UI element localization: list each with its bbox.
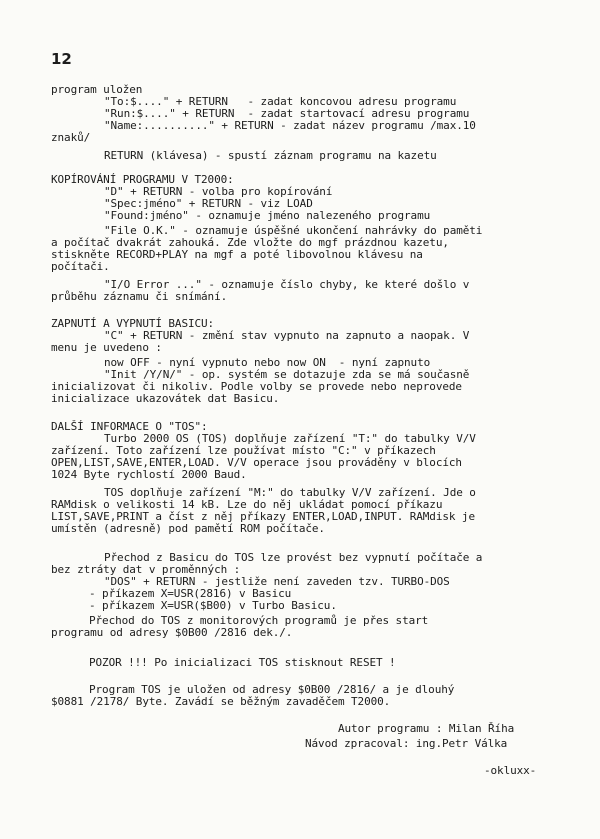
- text-line: 1024 Byte rychlostí 2000 Baud.: [51, 468, 247, 481]
- text-line: now OFF - nyní vypnuto nebo now ON - nyní zapnuto: [104, 356, 431, 369]
- text-line: "Spec:jméno" + RETURN - viz LOAD: [104, 197, 313, 210]
- text-line: "D" + RETURN - volba pro kopírování: [104, 185, 333, 198]
- text-line: "Found:jméno" - oznamuje jméno nalezeného programu: [104, 209, 431, 222]
- section-heading: KOPÍROVÁNÍ PROGRAMU V T2000:: [51, 173, 234, 186]
- text-line: inicializace ukazovátek dat Basicu.: [51, 392, 280, 405]
- text-line: "To:$...." + RETURN - zadat koncovou adresu programu: [104, 95, 457, 108]
- text-line: "C" + RETURN - změní stav vypnuto na zapnuto a naopak. V: [104, 329, 470, 342]
- text-line: "Init /Y/N/" - op. systém se dotazuje zda se má současně: [104, 368, 470, 381]
- author-line: Autor programu : Milan Říha: [338, 722, 515, 735]
- text-line: RAMdisk o velikosti 14 kB. Lze do něj ukládat pomocí příkazu: [51, 498, 443, 511]
- text-line: Přechod z Basicu do TOS lze provést bez vypnutí počítače a: [104, 551, 483, 564]
- section-heading: DALŠÍ INFORMACE O "TOS":: [51, 420, 208, 433]
- text-line: stiskněte RECORD+PLAY na mgf a poté libovolnou klávesu na: [51, 248, 423, 261]
- text-line: RETURN (klávesa) - spustí záznam programu na kazetu: [104, 149, 437, 162]
- text-line: TOS doplňuje zařízení "M:" do tabulky V/V zařízení. Jde o: [104, 486, 476, 499]
- text-line: OPEN,LIST,SAVE,ENTER,LOAD. V/V operace jsou prováděny v blocích: [51, 456, 462, 469]
- page-number: 12: [51, 50, 72, 68]
- text-line: "DOS" + RETURN - jestliže není zaveden tzv. TURBO-DOS: [104, 575, 450, 588]
- text-line: inicializovat či nikoliv. Podle volby se provede nebo neprovede: [51, 380, 462, 393]
- text-line: menu je uvedeno :: [51, 341, 162, 354]
- text-line: Turbo 2000 OS (TOS) doplňuje zařízení "T:" do tabulky V/V: [104, 432, 476, 445]
- text-line: program uložen: [51, 83, 143, 96]
- text-line: - příkazem X=USR(2816) v Basicu: [89, 587, 292, 600]
- text-line: "I/O Error ..." - oznamuje číslo chyby, ke které došlo v: [104, 278, 470, 291]
- text-line: počítači.: [51, 260, 110, 273]
- text-line: Program TOS je uložen od adresy $0B00 /2816/ a je dlouhý: [89, 683, 455, 696]
- text-line: "Name:.........." + RETURN - zadat název programu /max.10: [104, 119, 476, 132]
- text-line: "Run:$...." + RETURN - zadat startovací adresu programu: [104, 107, 470, 120]
- text-line: $0881 /2178/ Byte. Zavádí se běžným zavaděčem T2000.: [51, 695, 391, 708]
- text-line: - příkazem X=USR($B00) v Turbo Basicu.: [89, 599, 337, 612]
- signature-text: -okluxx-: [484, 764, 537, 777]
- text-line: bez ztráty dat v proměnných :: [51, 563, 241, 576]
- text-line: a počítač dvakrát zahouká. Zde vložte do mgf prázdnou kazetu,: [51, 236, 449, 249]
- text-line: znaků/: [51, 131, 91, 144]
- text-line: programu od adresy $0B00 /2816 dek./.: [51, 626, 293, 639]
- warning-line: POZOR !!! Po inicializaci TOS stisknout RESET !: [89, 656, 396, 669]
- text-line: "File O.K." - oznamuje úspěšné ukončení nahrávky do paměti: [104, 224, 483, 237]
- text-line: průběhu záznamu či snímání.: [51, 290, 228, 303]
- text-line: umístěn (adresně) pod pamětí ROM počítače.: [51, 522, 325, 535]
- text-line: LIST,SAVE,PRINT a číst z něj příkazy ENTER,LOAD,INPUT. RAMdisk je: [51, 510, 475, 523]
- credit-line: Návod zpracoval: ing.Petr Válka: [305, 737, 508, 750]
- text-line: Přechod do TOS z monitorových programů je přes start: [89, 614, 429, 627]
- text-line: zařízení. Toto zařízení lze používat místo "C:" v příkazech: [51, 444, 436, 457]
- section-heading: ZAPNUTÍ A VYPNUTÍ BASICU:: [51, 317, 215, 330]
